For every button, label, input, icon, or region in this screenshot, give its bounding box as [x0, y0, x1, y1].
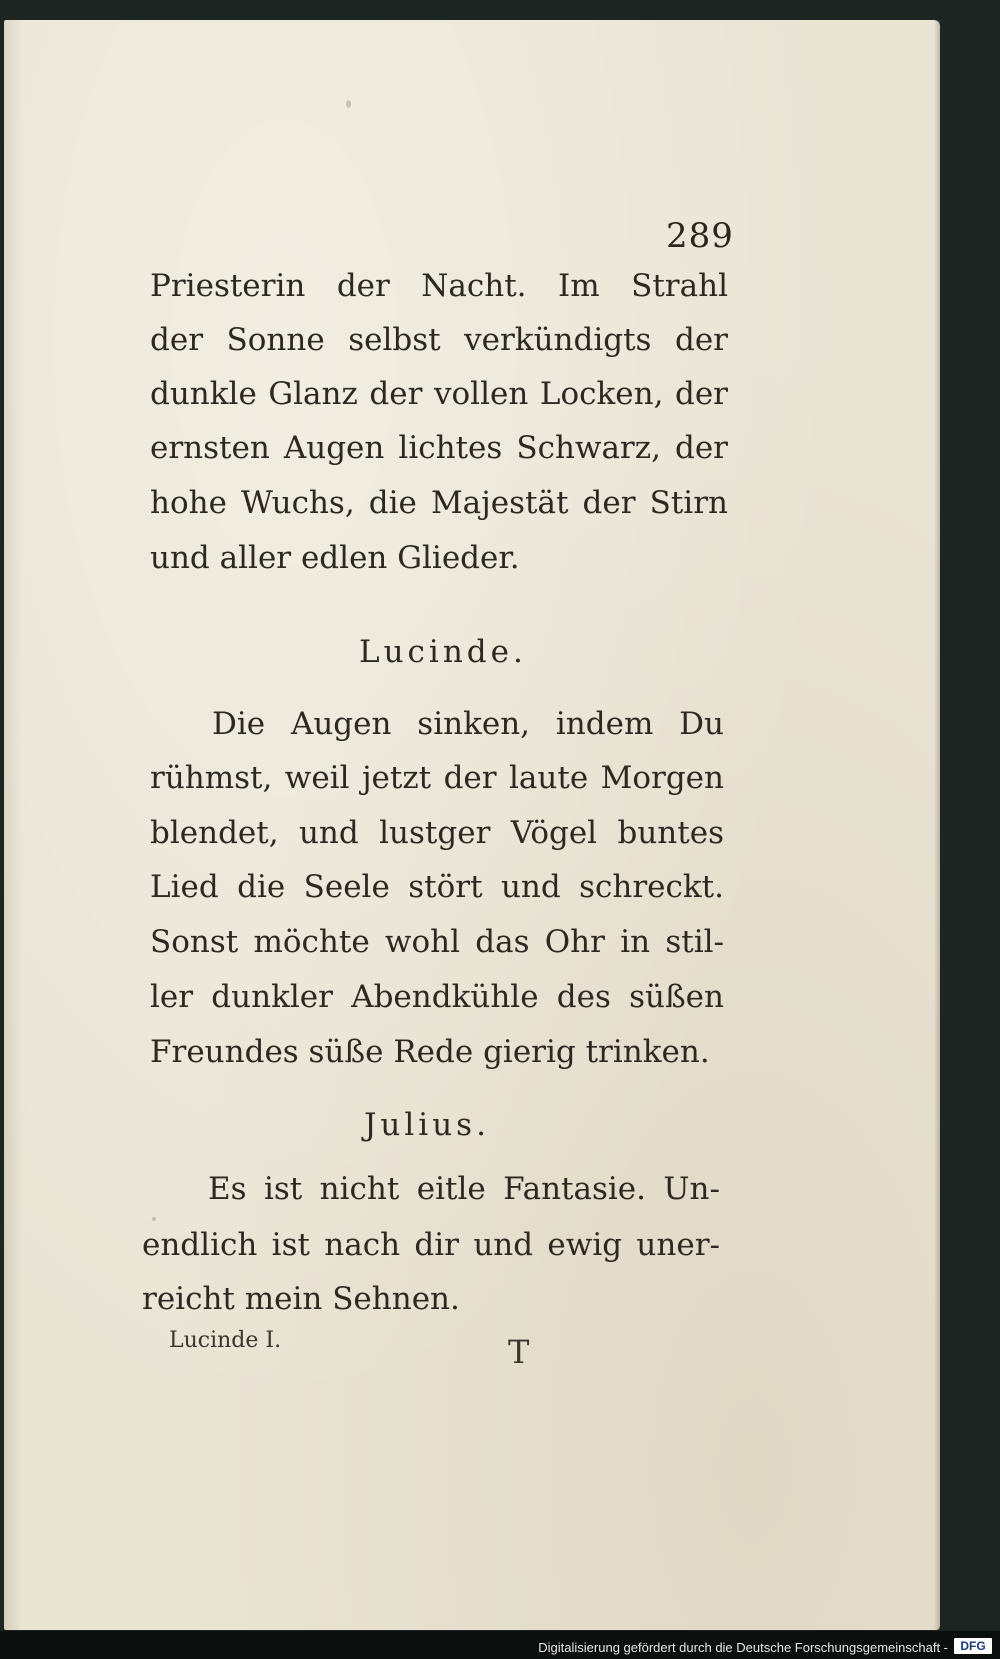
speaker-heading-julius: Julius.: [364, 1107, 490, 1143]
paragraph-2-line-7: Freundes süße Rede gierig trinken.: [150, 1034, 710, 1070]
footer-credit: Digitalisierung gefördert durch die Deutsche Forschungsgemeinschaft -: [538, 1640, 948, 1655]
paragraph-2-line-1: Die Augen sinken, indem Du: [212, 706, 724, 742]
paragraph-1-line-2: der Sonne selbst verkündigts der: [150, 322, 728, 358]
paper-spot: [346, 100, 351, 108]
footer-bar: [0, 1631, 1000, 1659]
paragraph-1-line-3: dunkle Glanz der vollen Locken, der: [150, 376, 728, 412]
paragraph-2-line-5: Sonst möchte wohl das Ohr in stil-: [150, 924, 724, 960]
book-page: [4, 20, 940, 1630]
page-edge: [934, 20, 940, 1630]
speaker-heading-lucinde: Lucinde.: [359, 634, 527, 670]
signature-letter: T: [508, 1333, 530, 1371]
paper-spot: [152, 1217, 156, 1221]
page-number: 289: [666, 216, 734, 256]
signature-mark: Lucinde I.: [169, 1328, 282, 1353]
paragraph-1-line-5: hohe Wuchs, die Majestät der Stirn: [150, 485, 728, 521]
paragraph-3-line-2: endlich ist nach dir und ewig uner-: [142, 1227, 720, 1263]
paragraph-2-line-2: rühmst, weil jetzt der laute Morgen: [150, 760, 724, 796]
paragraph-2-line-6: ler dunkler Abendkühle des süßen: [150, 979, 724, 1015]
paragraph-2-line-3: blendet, und lustger Vögel buntes: [150, 815, 724, 851]
paragraph-1-line-6: und aller edlen Glieder.: [150, 540, 520, 576]
paragraph-1-line-4: ernsten Augen lichtes Schwarz, der: [150, 430, 728, 466]
paragraph-3-line-3: reicht mein Sehnen.: [142, 1281, 460, 1317]
dfg-logo: DFG: [954, 1638, 992, 1654]
paragraph-2-line-4: Lied die Seele stört und schreckt.: [150, 869, 724, 905]
paragraph-3-line-1: Es ist nicht eitle Fantasie. Un-: [208, 1171, 720, 1207]
paragraph-1-line-1: Priesterin der Nacht. Im Strahl: [150, 268, 728, 304]
